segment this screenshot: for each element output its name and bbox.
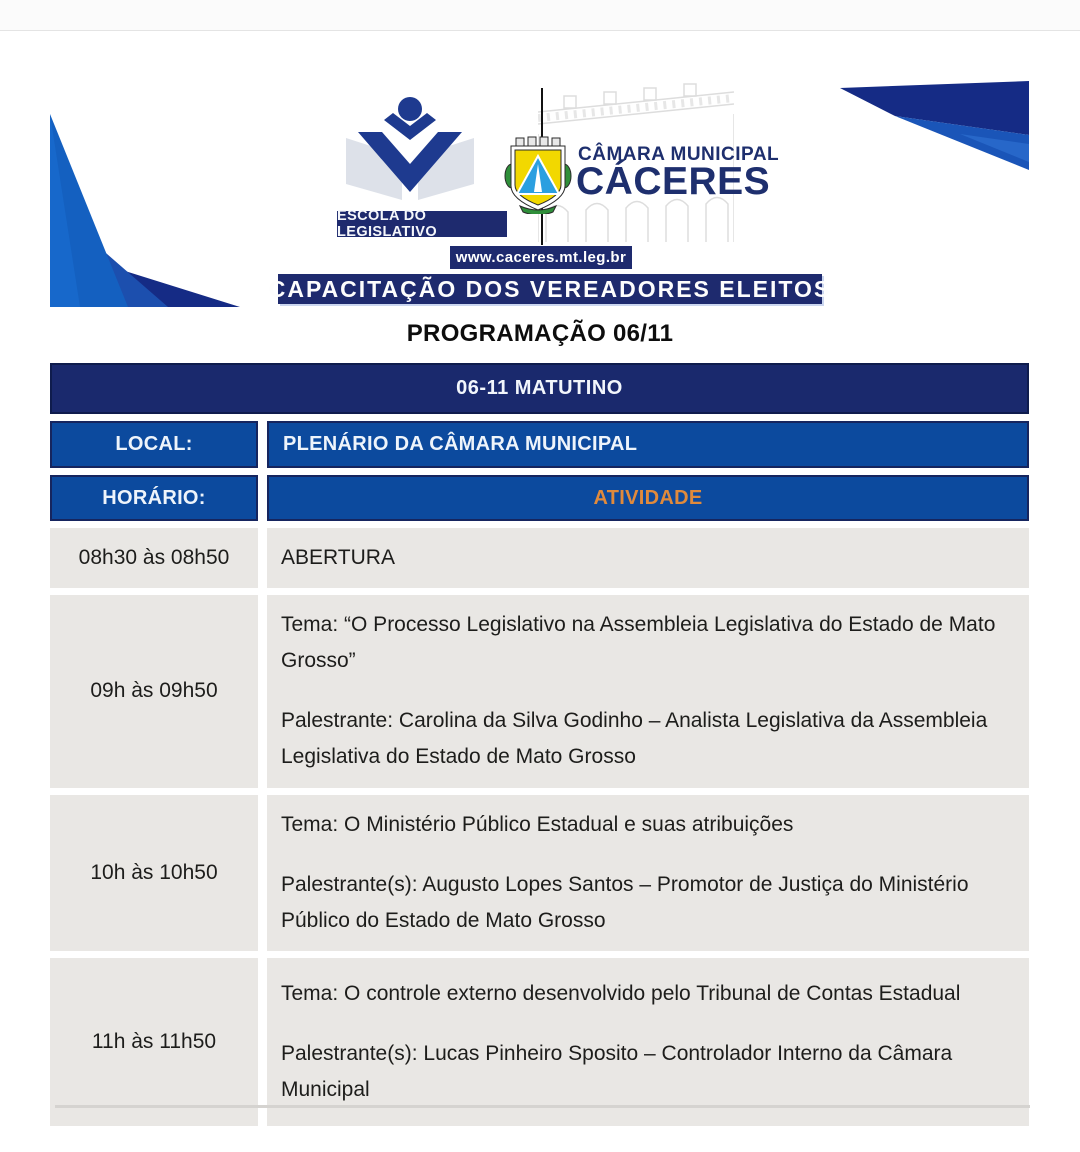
activity-cell <box>267 528 1029 588</box>
camara-municipal-text: CÂMARA MUNICIPAL <box>578 144 780 165</box>
horario-label: HORÁRIO: <box>102 486 206 509</box>
activity-cell <box>267 595 1029 787</box>
website-banner <box>450 246 632 269</box>
activity-palestrante: Palestrante(s): Augusto Lopes Santos – Promotor de Justiça do Ministério Público do Estado de Mato Grosso <box>281 872 969 932</box>
time-value: 10h às 10h50 <box>90 860 218 884</box>
right-corner-wedge-decoration <box>840 80 1029 170</box>
time-value: 09h às 09h50 <box>90 679 218 703</box>
activity-cell <box>267 795 1029 951</box>
activity-palestrante: Palestrante: Carolina da Silva Godinho – Analista Legislativa da Assembleia Legislativa do Estado de Mato Grosso <box>281 709 988 769</box>
local-label: LOCAL: <box>115 433 193 455</box>
program-date-title: PROGRAMAÇÃO 06/11 <box>406 320 674 347</box>
activity-cell <box>267 958 1029 1126</box>
time-cell <box>50 595 258 787</box>
time-value: 11h às 11h50 <box>91 1029 217 1053</box>
local-value-cell <box>267 421 1029 468</box>
bottom-divider-rule <box>55 1105 1030 1108</box>
activity-palestrante: Palestrante(s): Lucas Pinheiro Sposito – Controlador Interno da Câmara Municipal <box>281 1041 953 1101</box>
local-value: PLENÁRIO DA CÂMARA MUNICIPAL <box>283 433 638 455</box>
time-cell <box>50 528 258 588</box>
session-header-cell <box>50 363 1029 414</box>
horario-label-cell <box>50 475 258 521</box>
activity-tema: Tema: O Ministério Público Estadual e suas atribuições <box>281 812 794 836</box>
atividade-label: ATIVIDADE <box>593 486 703 509</box>
time-value: 08h30 às 08h50 <box>78 546 230 570</box>
atividade-label-cell <box>267 475 1029 521</box>
activity-tema: Tema: O controle externo desenvolvido pelo Tribunal de Contas Estadual <box>281 981 961 1005</box>
session-header-label: 06-11 MATUTINO <box>456 377 623 399</box>
activity-tema: Tema: “O Processo Legislativo na Assembleia Legislativa do Estado de Mato Grosso” <box>281 613 996 673</box>
event-title-banner <box>268 274 832 304</box>
caceres-wordmark <box>576 160 771 204</box>
schedule-table <box>50 363 1029 1126</box>
caceres-coat-of-arms-icon <box>504 136 572 214</box>
escola-legislativo-banner <box>337 208 507 240</box>
website-url: www.caceres.mt.leg.br <box>455 249 627 266</box>
event-title: CAPACITAÇÃO DOS VEREADORES ELEITOS <box>268 275 832 302</box>
local-label-cell <box>50 421 258 468</box>
time-cell <box>50 795 258 951</box>
time-cell <box>50 958 258 1126</box>
escola-legislativo-label: ESCOLA DO LEGISLATIVO <box>337 208 437 240</box>
left-corner-triangles-decoration <box>50 112 240 307</box>
escola-legislativo-book-person-icon <box>338 96 482 210</box>
caceres-text: CÁCERES <box>576 160 771 203</box>
top-window-strip <box>0 0 1080 31</box>
activity-text: ABERTURA <box>281 546 395 569</box>
